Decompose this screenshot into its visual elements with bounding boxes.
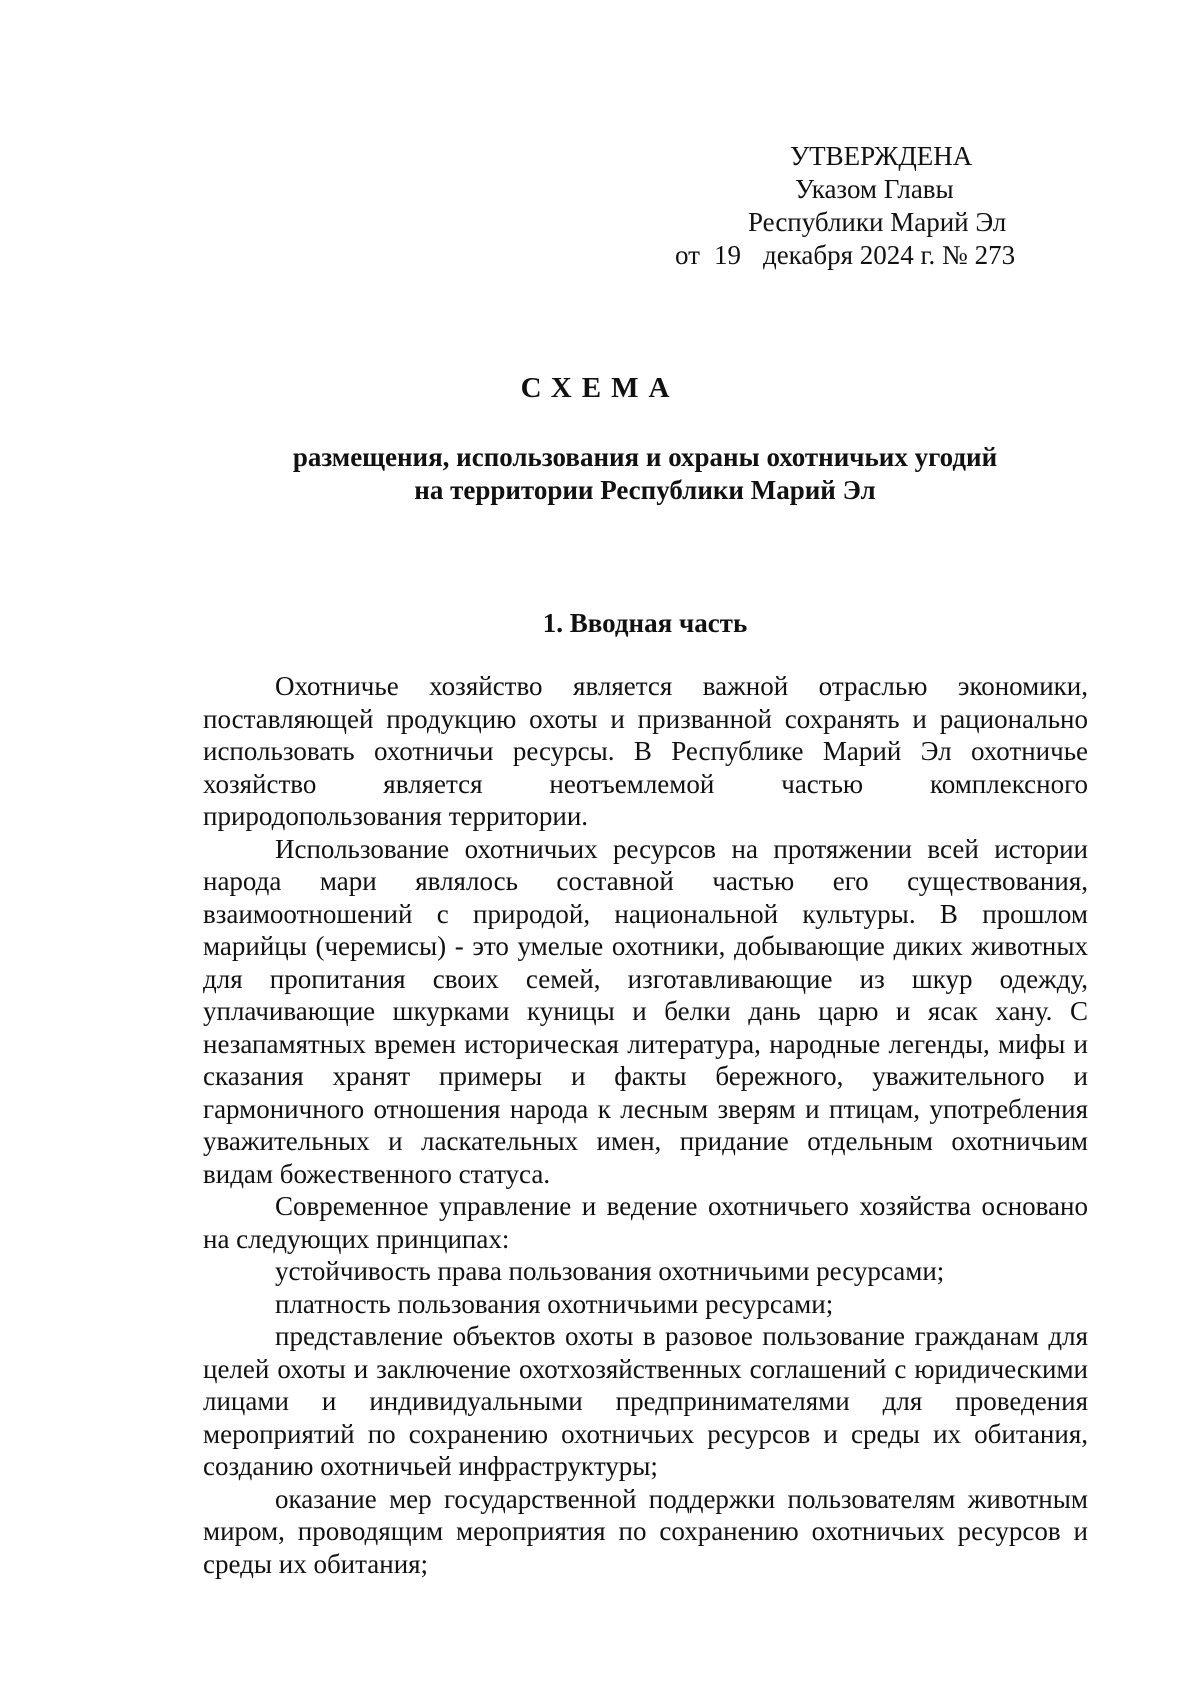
principle-item: представление объектов охоты в разовое пользование гражданам для целей охоты и заключение охотхозяйственных соглашений с юридическими лицами и индивидуальными предпринимателями для проведения мероприятий по сохранению охотничьих ресурсов и среды их обитания, созданию охотничьей инфраструктуры;	[203, 1321, 1088, 1481]
subtitle-line-2: на территории Республики Марий Эл	[414, 475, 876, 505]
section-heading: 1. Вводная часть	[542, 608, 748, 638]
approval-day: 19	[713, 240, 741, 270]
approval-date-rest: декабря 2024 г. № 273	[762, 240, 1016, 270]
paragraph: Современное управление и ведение охотничьего хозяйства основано на следующих принципах:	[203, 1191, 1088, 1254]
approval-date	[640, 239, 1080, 272]
principle-item: оказание мер государственной поддержки пользователям животным миром, проводящим мероприятия по сохранению охотничьих ресурсов и среды их обитания;	[203, 1483, 1088, 1579]
document-title: СХЕМА	[520, 372, 680, 404]
paragraph: Охотничье хозяйство является важной отраслью экономики, поставляющей продукцию охоты и призванной сохранять и рационально использовать охотничьи ресурсы. В Республике Марий Эл охотничье хозяйство является неотъемлемой частью комплексного природопользования территории.	[203, 671, 1088, 831]
approval-region: Республики Марий Эл	[748, 207, 1007, 237]
approval-stamp	[640, 140, 1080, 272]
subtitle-line-1: размещения, использования и охраны охотничьих угодий	[292, 442, 998, 472]
approval-date-prefix: от	[675, 240, 700, 270]
approval-authority: Указом Главы	[795, 174, 954, 204]
document-subtitle	[200, 441, 1090, 507]
principle-item: устойчивость права пользования охотничьими ресурсами;	[275, 1256, 945, 1286]
paragraph: Использование охотничьих ресурсов на протяжении всей истории народа мари являлось составной частью его существования, взаимоотношений с природой, национальной культуры. В прошлом марийцы (черемисы) - это умелые охотники, добывающие диких животных для пропитания своих семей, изготавливающие из шкур одежду, уплачивающие шкурками куницы и белки дань царю и ясак хану. С незапамятных времен историческая литература, народные легенды, мифы и сказания хранят примеры и факты бережного, уважительного и гармоничного отношения народа к лесным зверям и птицам, употребления уважительных и ласкательных имен, придание отдельным охотничьим видам божественного статуса.	[203, 833, 1088, 1189]
principle-item: платность пользования охотничьими ресурсами;	[275, 1288, 834, 1319]
document-body	[203, 670, 1088, 1580]
approval-status: УТВЕРЖДЕНА	[790, 141, 973, 171]
